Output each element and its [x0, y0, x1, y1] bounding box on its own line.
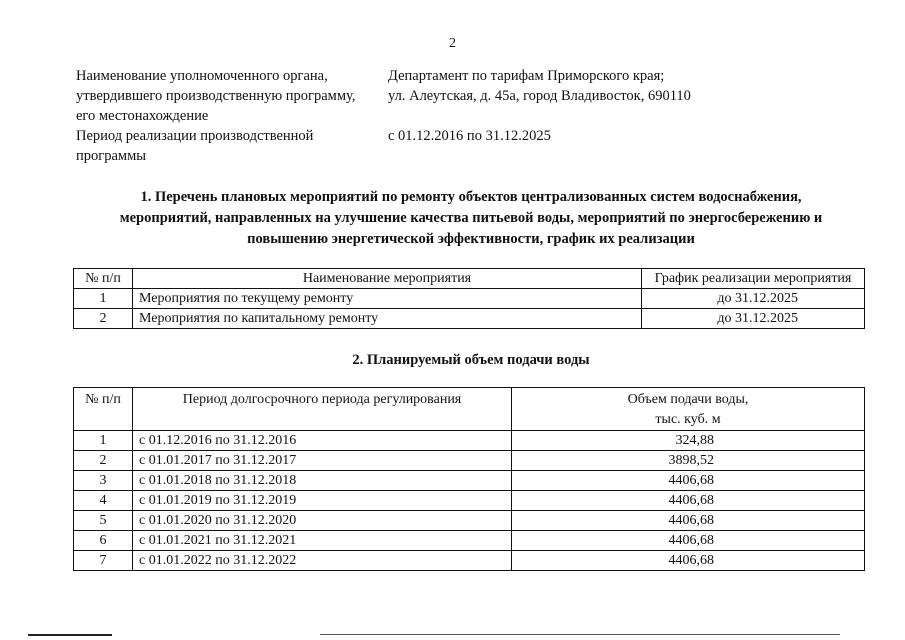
period-value: с 01.12.2016 по 31.12.2025: [388, 128, 551, 144]
row-activity: Мероприятия по текущему ремонту: [133, 289, 642, 309]
table-header-row: [74, 269, 865, 289]
row-period: с 01.01.2021 по 31.12.2021: [133, 531, 512, 551]
org-label-line: утвердившего производственную программу,: [76, 88, 356, 104]
row-schedule: до 31.12.2025: [642, 289, 865, 309]
org-value-line: ул. Алеутская, д. 45а, город Владивосток, 690110: [388, 88, 691, 104]
row-number: 4: [74, 491, 133, 511]
page-number: 2: [449, 36, 456, 51]
row-activity: Мероприятия по капитальному ремонту: [133, 309, 642, 329]
col-volume-header-line: Объем подачи воды,: [627, 392, 749, 407]
row-volume: 4406,68: [512, 551, 865, 571]
row-number: 1: [74, 289, 133, 309]
section2-title: 2. Планируемый объем подачи воды: [352, 352, 590, 368]
row-volume: 3898,52: [512, 451, 865, 471]
org-value: [388, 66, 856, 126]
period-label-line: Период реализации производственной: [76, 128, 314, 144]
table-row: [74, 289, 865, 309]
org-value-line: Департамент по тарифам Приморского края;: [388, 68, 665, 84]
row-number: 6: [74, 531, 133, 551]
row-number: 7: [74, 551, 133, 571]
row-period: с 01.01.2017 по 31.12.2017: [133, 451, 512, 471]
row-volume: 4406,68: [512, 491, 865, 511]
table-header-row: [74, 388, 865, 431]
water-supply-table: [73, 387, 865, 571]
row-schedule: до 31.12.2025: [642, 309, 865, 329]
org-label: [76, 66, 388, 126]
row-period: с 01.01.2022 по 31.12.2022: [133, 551, 512, 571]
row-period: с 01.01.2018 по 31.12.2018: [133, 471, 512, 491]
row-number: 2: [74, 309, 133, 329]
section1-title-line: 1. Перечень плановых мероприятий по ремонту объектов централизованных систем водоснабжения,: [140, 189, 802, 205]
col-number-header: № п/п: [74, 388, 133, 431]
table-row: [74, 551, 865, 571]
row-period: с 01.01.2019 по 31.12.2019: [133, 491, 512, 511]
row-volume: 324,88: [512, 431, 865, 451]
org-row: [76, 66, 856, 126]
period-label: [76, 126, 388, 166]
section1-title-line: повышению энергетической эффективности, график их реализации: [247, 231, 695, 247]
period-label-line: программы: [76, 148, 146, 164]
row-period: с 01.01.2020 по 31.12.2020: [133, 511, 512, 531]
row-volume: 4406,68: [512, 511, 865, 531]
program-info: [76, 66, 856, 166]
scan-artifact-line: [28, 634, 112, 636]
col-volume-header-unit: тыс. куб. м: [655, 412, 721, 427]
section1-title-line: мероприятий, направленных на улучшение качества питьевой воды, мероприятий по энергосбережению и: [119, 210, 823, 226]
row-number: 2: [74, 451, 133, 471]
activities-table: [73, 268, 865, 329]
col-period-header: Период долгосрочного периода регулирования: [133, 388, 512, 431]
row-number: 1: [74, 431, 133, 451]
table-row: [74, 491, 865, 511]
table-row: [74, 511, 865, 531]
row-volume: 4406,68: [512, 471, 865, 491]
period-row: [76, 126, 856, 166]
row-number: 3: [74, 471, 133, 491]
col-number-header: № п/п: [74, 269, 133, 289]
col-schedule-header: График реализации мероприятия: [642, 269, 865, 289]
table-row: [74, 431, 865, 451]
table-row: [74, 451, 865, 471]
section1-title: [76, 187, 866, 250]
table-row: [74, 531, 865, 551]
row-volume: 4406,68: [512, 531, 865, 551]
col-volume-header: [512, 388, 865, 431]
row-period: с 01.12.2016 по 31.12.2016: [133, 431, 512, 451]
scan-artifact-line: [320, 634, 840, 635]
col-activity-header: Наименование мероприятия: [133, 269, 642, 289]
table-row: [74, 471, 865, 491]
table-row: [74, 309, 865, 329]
org-label-line: Наименование уполномоченного органа,: [76, 68, 328, 84]
org-label-line: его местонахождение: [76, 108, 209, 124]
row-number: 5: [74, 511, 133, 531]
